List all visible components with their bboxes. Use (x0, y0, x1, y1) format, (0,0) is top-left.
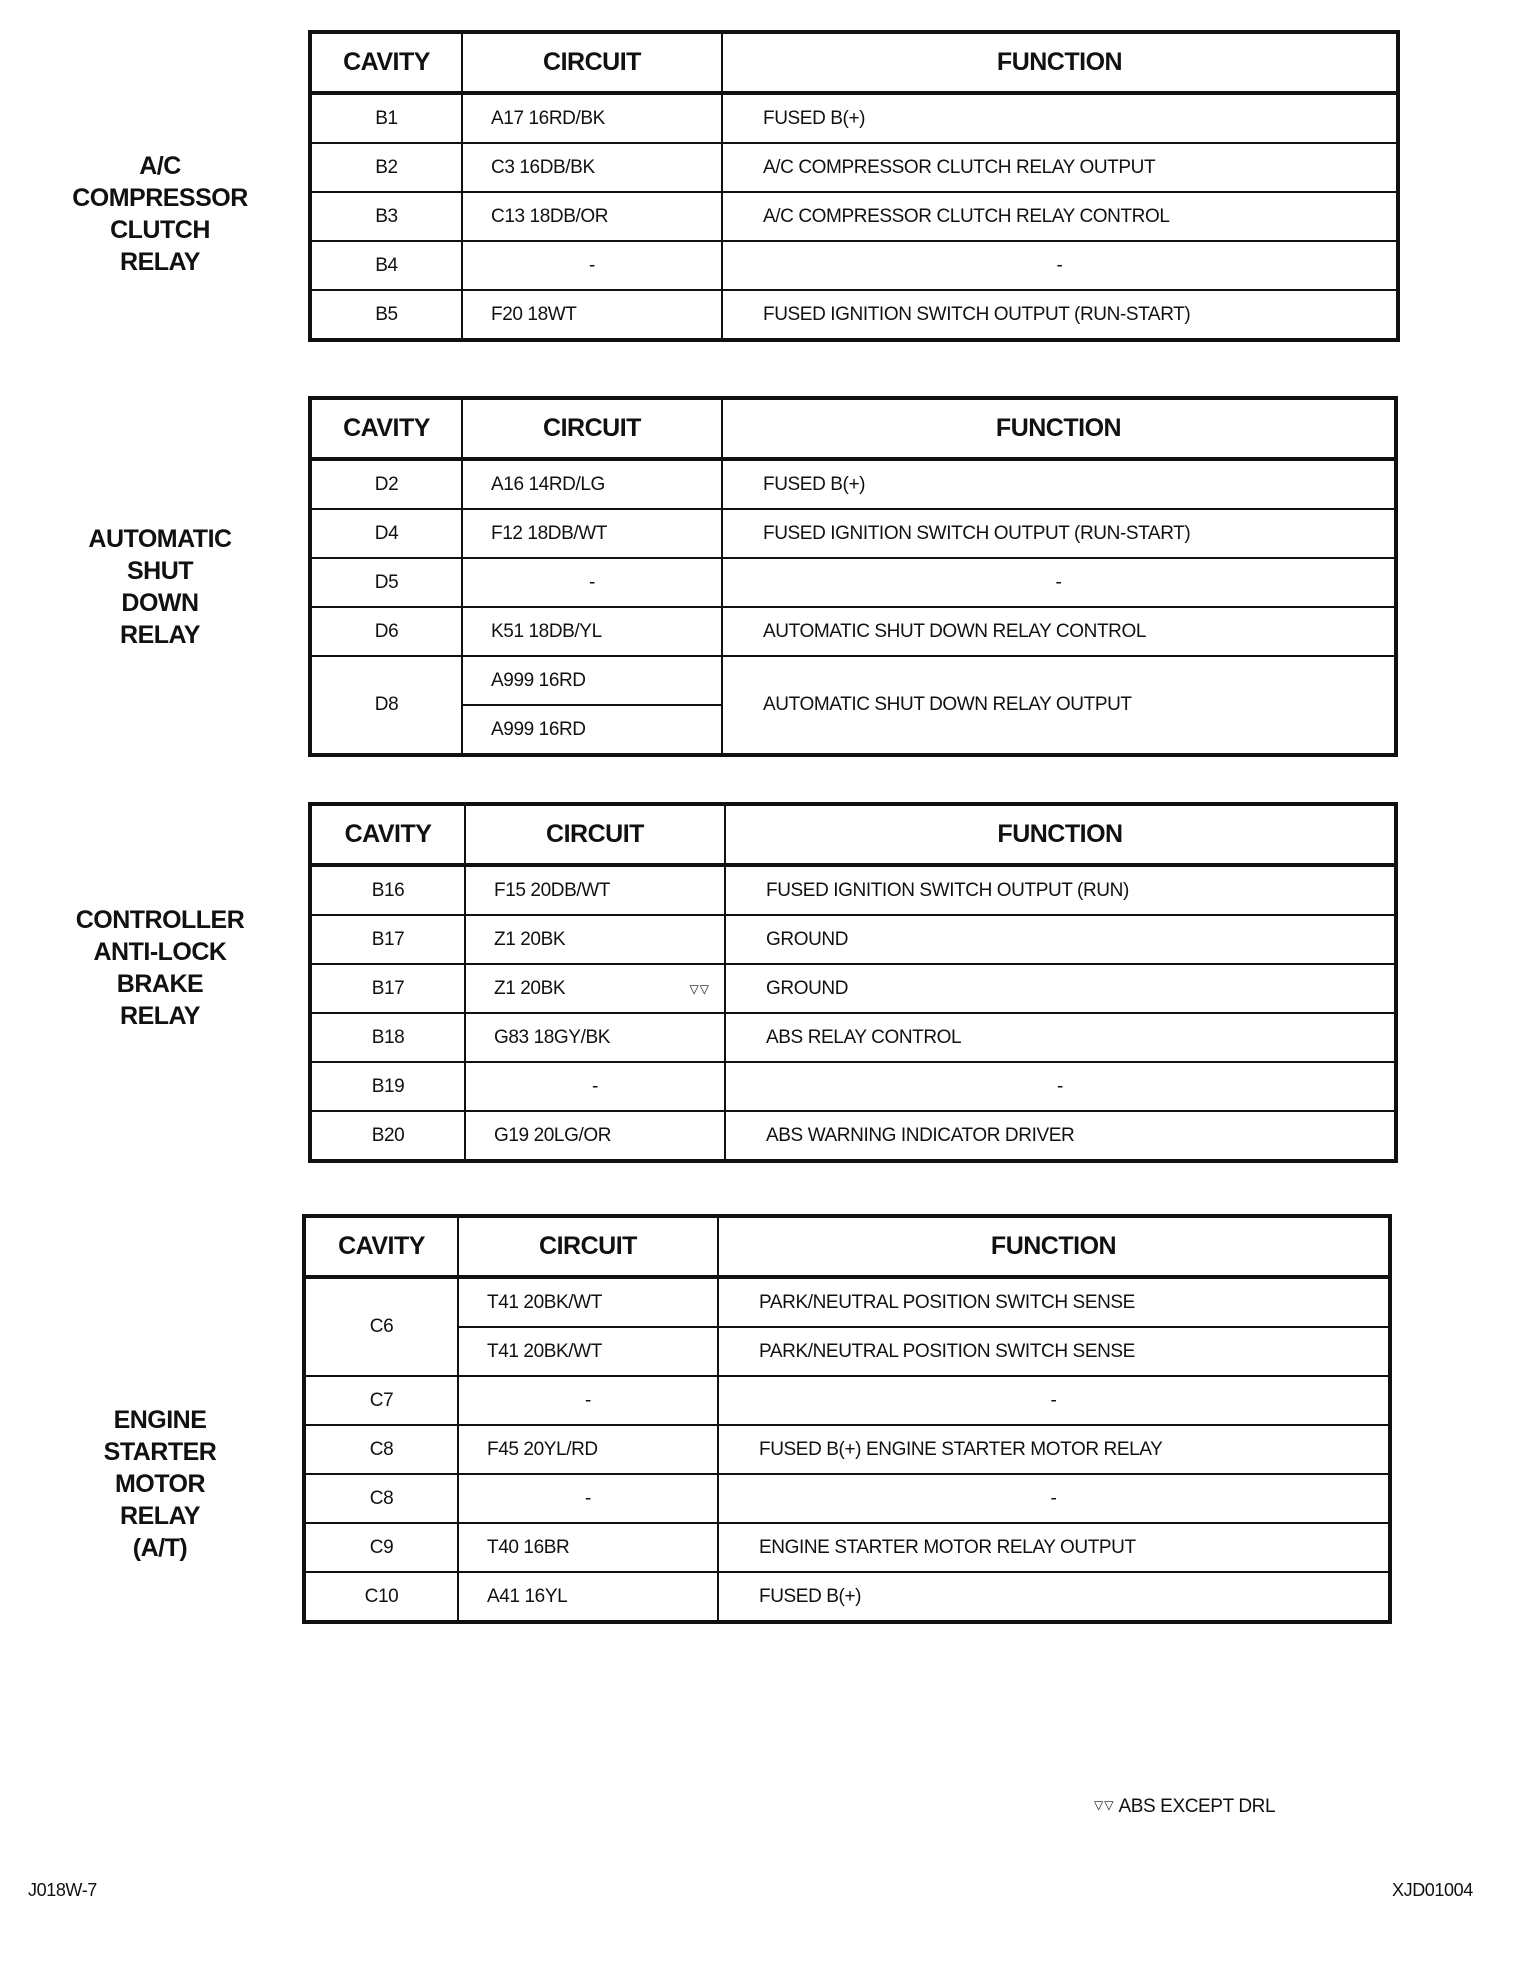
cavity-cell: B17 (310, 964, 465, 1013)
header-function: FUNCTION (722, 398, 1396, 459)
function-cell: ENGINE STARTER MOTOR RELAY OUTPUT (718, 1523, 1390, 1572)
label-line: RELAY (120, 248, 200, 276)
label-line: SHUT (126, 557, 194, 585)
pin-table-controller-anti-lock-brake-relay (308, 802, 1398, 1163)
label-line: ENGINE (113, 1406, 207, 1434)
header-circuit: CIRCUIT (462, 398, 722, 459)
pin-table-engine-starter-motor-relay (302, 1214, 1392, 1624)
table-row (304, 1572, 1390, 1622)
table-row (310, 656, 1396, 705)
header-circuit: CIRCUIT (458, 1216, 718, 1277)
circuit-cell: F20 18WT (462, 290, 722, 340)
function-cell: PARK/NEUTRAL POSITION SWITCH SENSE (718, 1327, 1390, 1376)
function-cell: AUTOMATIC SHUT DOWN RELAY CONTROL (722, 607, 1396, 656)
table-row (304, 1474, 1390, 1523)
table-header-row (310, 398, 1396, 459)
table-header-row (310, 804, 1396, 865)
function-cell: - (725, 1062, 1396, 1111)
cavity-cell: B19 (310, 1062, 465, 1111)
circuit-cell: F45 20YL/RD (458, 1425, 718, 1474)
label-line: RELAY (120, 1502, 200, 1530)
circuit-cell: - (458, 1376, 718, 1425)
cavity-cell: B1 (310, 93, 462, 143)
cavity-cell: B5 (310, 290, 462, 340)
label-line: CONTROLLER (75, 906, 245, 934)
function-cell: FUSED IGNITION SWITCH OUTPUT (RUN-START) (722, 290, 1398, 340)
label-line: AUTOMATIC (88, 525, 232, 553)
circuit-cell: - (462, 241, 722, 290)
label-line: COMPRESSOR (72, 184, 248, 212)
label-line: STARTER (103, 1438, 217, 1466)
cavity-cell: C9 (304, 1523, 458, 1572)
cavity-cell: C6 (304, 1277, 458, 1376)
function-cell: GROUND (725, 964, 1396, 1013)
cavity-cell: D6 (310, 607, 462, 656)
circuit-cell: T41 20BK/WT (458, 1277, 718, 1327)
section-label-engine-starter-motor-relay (45, 1404, 275, 1564)
table-row (310, 964, 1396, 1013)
table-row (310, 915, 1396, 964)
function-cell: - (722, 241, 1398, 290)
pin-table-ac-compressor-clutch-relay (308, 30, 1400, 342)
function-cell: AUTOMATIC SHUT DOWN RELAY OUTPUT (722, 656, 1396, 755)
cavity-cell: C10 (304, 1572, 458, 1622)
cavity-cell: D5 (310, 558, 462, 607)
cavity-cell: D8 (310, 656, 462, 755)
function-cell: ABS WARNING INDICATOR DRIVER (725, 1111, 1396, 1161)
function-cell: FUSED IGNITION SWITCH OUTPUT (RUN-START) (722, 509, 1396, 558)
circuit-cell: - (462, 558, 722, 607)
label-line: A/C (139, 152, 181, 180)
table-row (310, 1111, 1396, 1161)
table-row (304, 1376, 1390, 1425)
circuit-cell: T40 16BR (458, 1523, 718, 1572)
function-cell: FUSED B(+) ENGINE STARTER MOTOR RELAY (718, 1425, 1390, 1474)
cavity-cell: B2 (310, 143, 462, 192)
function-cell: - (718, 1474, 1390, 1523)
header-cavity: CAVITY (310, 804, 465, 865)
label-line: RELAY (120, 621, 200, 649)
circuit-cell: A17 16RD/BK (462, 93, 722, 143)
label-line: DOWN (121, 589, 199, 617)
label-line: ANTI-LOCK (93, 938, 227, 966)
table-row (310, 1013, 1396, 1062)
cavity-cell: B17 (310, 915, 465, 964)
table-row (310, 192, 1398, 241)
circuit-cell: - (458, 1474, 718, 1523)
header-cavity: CAVITY (304, 1216, 458, 1277)
header-function: FUNCTION (725, 804, 1396, 865)
table-row (310, 607, 1396, 656)
function-cell: FUSED IGNITION SWITCH OUTPUT (RUN) (725, 865, 1396, 915)
table-row (310, 1062, 1396, 1111)
function-cell: A/C COMPRESSOR CLUTCH RELAY CONTROL (722, 192, 1398, 241)
table-row (310, 241, 1398, 290)
table-row (310, 143, 1398, 192)
circuit-cell: A999 16RD (462, 705, 722, 755)
cavity-cell: B16 (310, 865, 465, 915)
circuit-cell (465, 964, 725, 1013)
figure-code-left: J018W-7 (28, 1880, 97, 1900)
cavity-cell: B3 (310, 192, 462, 241)
section-label-ac-compressor-clutch-relay (45, 150, 275, 278)
label-line: CLUTCH (110, 216, 210, 244)
table-row (310, 509, 1396, 558)
table-row (304, 1277, 1390, 1327)
circuit-cell: C3 16DB/BK (462, 143, 722, 192)
label-line: BRAKE (116, 970, 204, 998)
function-cell: PARK/NEUTRAL POSITION SWITCH SENSE (718, 1277, 1390, 1327)
function-cell: ABS RELAY CONTROL (725, 1013, 1396, 1062)
table-row (310, 865, 1396, 915)
function-cell: - (722, 558, 1396, 607)
cavity-cell: D4 (310, 509, 462, 558)
function-cell: FUSED B(+) (718, 1572, 1390, 1622)
header-function: FUNCTION (722, 32, 1398, 93)
function-cell: - (718, 1376, 1390, 1425)
function-cell: GROUND (725, 915, 1396, 964)
abs-except-drl-note-icon: ▽▽ (689, 981, 710, 996)
footnote (1094, 1796, 1275, 1818)
cavity-cell: B4 (310, 241, 462, 290)
function-cell: A/C COMPRESSOR CLUTCH RELAY OUTPUT (722, 143, 1398, 192)
pin-table-automatic-shut-down-relay (308, 396, 1398, 757)
label-line: (A/T) (132, 1534, 188, 1562)
circuit-cell: F12 18DB/WT (462, 509, 722, 558)
circuit-cell: A41 16YL (458, 1572, 718, 1622)
table-row (310, 459, 1396, 509)
circuit-cell: K51 18DB/YL (462, 607, 722, 656)
abs-except-drl-note-icon: ▽▽ (1094, 1798, 1115, 1812)
cavity-cell: C8 (304, 1474, 458, 1523)
cavity-cell: B20 (310, 1111, 465, 1161)
circuit-cell: - (465, 1062, 725, 1111)
function-cell: FUSED B(+) (722, 93, 1398, 143)
table-row (304, 1425, 1390, 1474)
table-row (304, 1523, 1390, 1572)
table-header-row (310, 32, 1398, 93)
header-circuit: CIRCUIT (462, 32, 722, 93)
header-circuit: CIRCUIT (465, 804, 725, 865)
circuit-text: Z1 20BK (494, 977, 566, 999)
circuit-cell: A16 14RD/LG (462, 459, 722, 509)
table-header-row (304, 1216, 1390, 1277)
circuit-cell: C13 18DB/OR (462, 192, 722, 241)
cavity-cell: C7 (304, 1376, 458, 1425)
footnote-text: ABS EXCEPT DRL (1118, 1796, 1276, 1817)
cavity-cell: D2 (310, 459, 462, 509)
cavity-cell: B18 (310, 1013, 465, 1062)
circuit-cell: G19 20LG/OR (465, 1111, 725, 1161)
circuit-cell: F15 20DB/WT (465, 865, 725, 915)
figure-code-right: XJD01004 (1392, 1880, 1473, 1900)
cavity-cell: C8 (304, 1425, 458, 1474)
label-line: RELAY (120, 1002, 200, 1030)
section-label-controller-anti-lock-brake-relay (45, 904, 275, 1032)
table-row (310, 290, 1398, 340)
circuit-cell: Z1 20BK (465, 915, 725, 964)
header-cavity: CAVITY (310, 398, 462, 459)
circuit-cell: T41 20BK/WT (458, 1327, 718, 1376)
header-function: FUNCTION (718, 1216, 1390, 1277)
section-label-automatic-shut-down-relay (45, 523, 275, 651)
label-line: MOTOR (114, 1470, 206, 1498)
header-cavity: CAVITY (310, 32, 462, 93)
circuit-cell: A999 16RD (462, 656, 722, 705)
function-cell: FUSED B(+) (722, 459, 1396, 509)
circuit-cell: G83 18GY/BK (465, 1013, 725, 1062)
table-row (304, 1327, 1390, 1376)
table-row (310, 558, 1396, 607)
table-row (310, 93, 1398, 143)
